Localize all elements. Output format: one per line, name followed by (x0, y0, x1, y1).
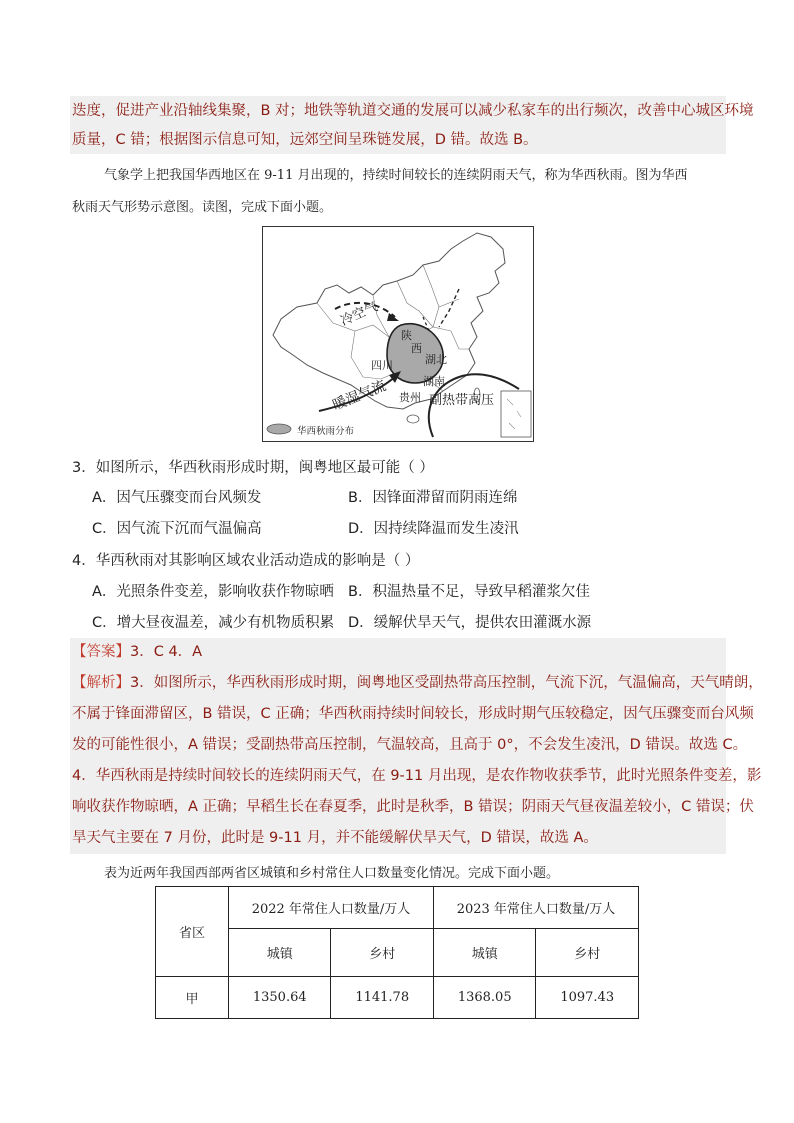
previous-explanation-line-2: 质量，C 错；根据图示信息可知，远郊空间呈珠链发展，D 错。故选 B。 (72, 132, 538, 148)
question-4-option-b[interactable]: B．积温热量不足，导致早稻灌浆欠佳 (348, 584, 590, 600)
table-intro: 表为近两年我国西部两省区城镇和乡村常住人口数量变化情况。完成下面小题。 (104, 866, 560, 881)
analysis-line-5: 响收获作物晾晒，A 正确；早稻生长在春夏季，此时是秋季，B 错误；阴雨天气昼夜温差较小，C 错误；伏 (72, 799, 754, 815)
passage-line-1: 气象学上把我国华西地区在 9-11 月出现的，持续时间较长的连续阴雨天气，称为华西秋雨。图为华西 (104, 168, 688, 183)
analysis-line-4: 4．华西秋雨是持续时间较长的连续阴雨天气，在 9-11 月出现，是农作物收获季节，此时光照条件变差，影 (72, 768, 762, 784)
header-rural-2023: 乡村 (536, 929, 639, 977)
analysis-text-1: 3．如图所示，华西秋雨形成时期，闽粤地区受副热带高压控制，气流下沉，气温偏高，天气晴朗， (130, 675, 763, 691)
label-subtropical-high: 副热带高压 (429, 393, 495, 408)
question-3-option-c[interactable]: C．因气流下沉而气温偏高 (92, 521, 262, 537)
population-table (155, 886, 639, 1019)
label-warm-flow: 暖湿气流 (330, 378, 389, 414)
question-4-option-d[interactable]: D．缓解伏旱天气，提供农田灌溉水源 (348, 615, 592, 631)
label-sichuan: 四川 (371, 359, 393, 372)
table-row (156, 977, 639, 1019)
header-province: 省区 (156, 887, 229, 977)
weather-situation-map (262, 226, 534, 442)
label-shaanxi: 陕 (401, 329, 412, 342)
label-hunan: 湖南 (423, 375, 445, 388)
question-4-stem: 4．华西秋雨对其影响区域农业活动造成的影响是（ ） (72, 553, 420, 569)
row-urban-2023: 1368.05 (433, 977, 535, 1019)
row-province: 甲 (156, 977, 229, 1019)
row-rural-2022: 1141.78 (331, 977, 434, 1019)
northeast-cold-path (439, 289, 459, 327)
label-hubei: 湖北 (425, 353, 447, 366)
analysis-line-3: 发的可能性很小，A 错误；受副热带高压控制，气温较高，且高于 0°，不会发生凌汛，D 错误。故选 C。 (72, 737, 748, 753)
label-guizhou: 贵州 (399, 391, 421, 404)
header-urban-2022: 城镇 (229, 929, 331, 977)
answer-line (72, 642, 202, 662)
analysis-line-2: 不属于锋面滞留区，B 错误，C 正确；华西秋雨持续时间较长，形成时期气压较稳定，因气压骤变而台风频 (72, 706, 754, 722)
question-3-option-a[interactable]: A．因气压骤变而台风频发 (92, 490, 262, 506)
answer-tag: 【答案】 (72, 644, 130, 660)
question-3-stem: 3．如图所示，华西秋雨形成时期，闽粤地区最可能（ ） (72, 460, 434, 476)
label-xi: 西 (411, 342, 422, 355)
analysis-tag: 【解析】 (72, 675, 130, 691)
analysis-line-1 (72, 673, 763, 693)
passage-line-2: 秋雨天气形势示意图。读图，完成下面小题。 (72, 200, 333, 215)
legend-swatch (267, 424, 291, 434)
header-2022: 2022 年常住人口数量/万人 (229, 887, 434, 929)
china-map-svg (263, 227, 533, 441)
question-4-option-a[interactable]: A．光照条件变差，影响收获作物晾晒 (92, 584, 334, 600)
label-cold-air: 冷空气 (338, 299, 381, 330)
question-3-option-b[interactable]: B．因锋面滞留而阴雨连绵 (348, 490, 518, 506)
previous-explanation-line-1: 迭度，促进产业沿轴线集聚，B 对；地铁等轨道交通的发展可以减少私家车的出行频次，改善中心城区环境 (72, 103, 754, 119)
question-3-option-d[interactable]: D．因持续降温而发生凌汛 (348, 521, 519, 537)
question-4-option-c[interactable]: C．增大昼夜温差，减少有机物质积累 (92, 615, 335, 631)
header-rural-2022: 乡村 (331, 929, 434, 977)
legend-label: 华西秋雨分布 (297, 426, 355, 437)
header-2023: 2023 年常住人口数量/万人 (433, 887, 638, 929)
row-urban-2022: 1350.64 (229, 977, 331, 1019)
hainan-island (407, 415, 419, 423)
answer-text: 3．C 4．A (130, 644, 203, 660)
analysis-line-6: 旱天气主要在 7 月份，此时是 9-11 月，并不能缓解伏旱天气，D 错误，故选 A。 (72, 830, 598, 846)
header-urban-2023: 城镇 (433, 929, 535, 977)
south-sea-inset (501, 391, 531, 437)
row-rural-2023: 1097.43 (536, 977, 639, 1019)
